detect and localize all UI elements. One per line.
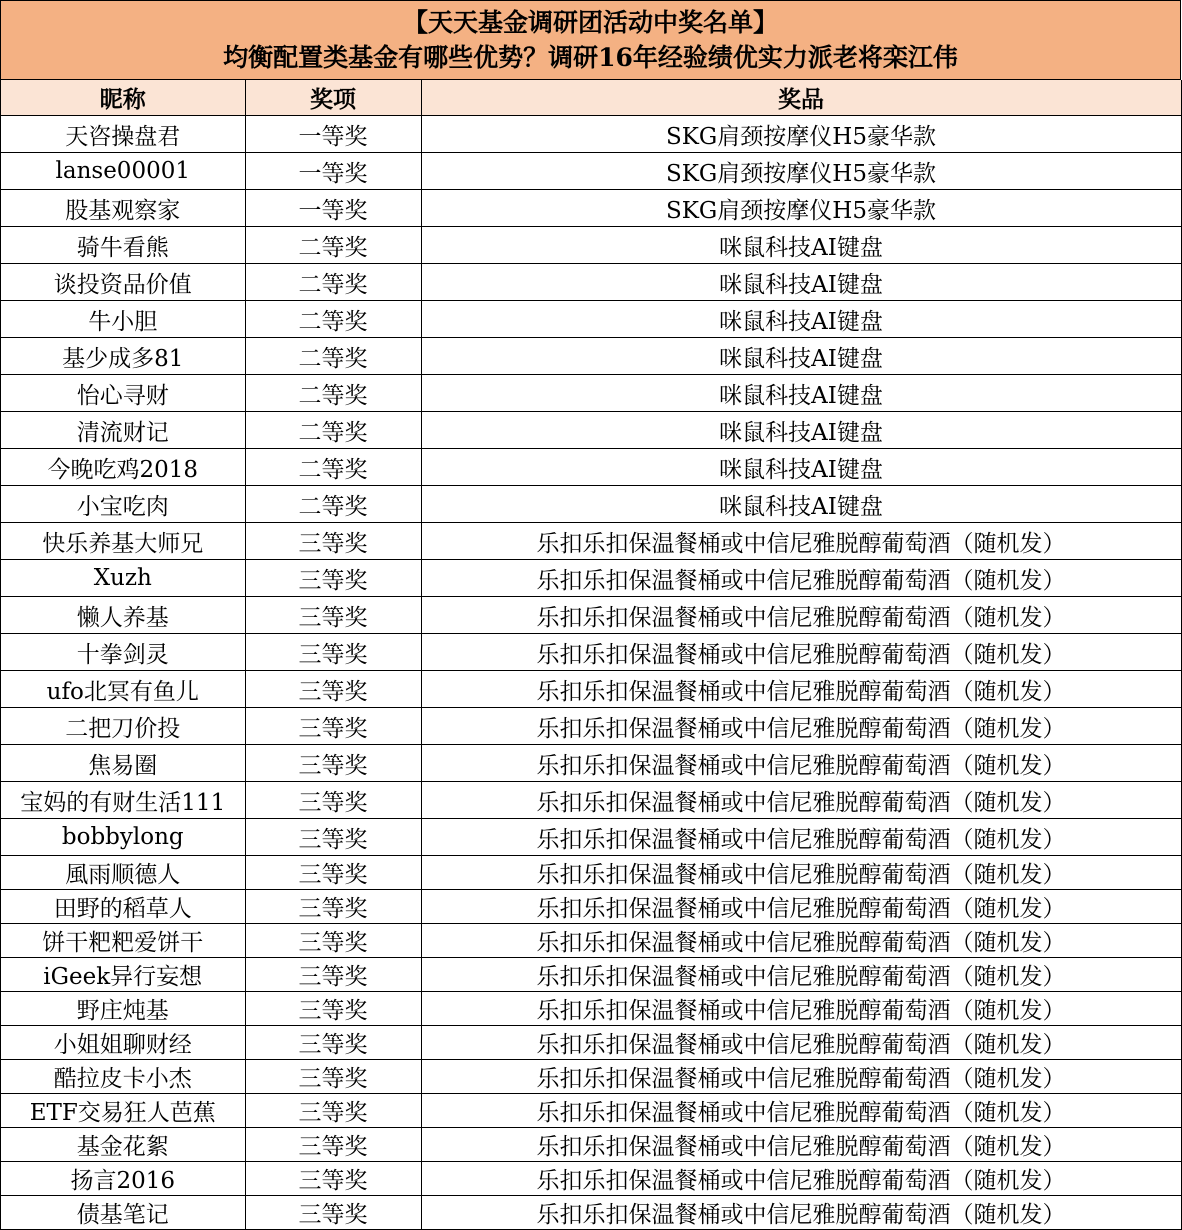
award-cell: 二等奖 [245,375,421,412]
prize-cell: 咪鼠科技AI键盘 [421,338,1181,375]
table-row [1,1162,1181,1196]
nickname-cell: 焦易圈 [1,745,245,782]
nickname-cell: 股基观察家 [1,190,245,227]
nickname-cell: 天咨操盘君 [1,116,245,153]
award-cell: 二等奖 [245,264,421,301]
nickname-cell: 小姐姐聊财经 [1,1026,245,1060]
prize-cell: SKG肩颈按摩仪H5豪华款 [421,116,1181,153]
award-cell: 三等奖 [245,560,421,597]
table-row [1,1094,1181,1128]
nickname-cell: 二把刀价投 [1,708,245,745]
table-row [1,301,1181,338]
award-cell: 一等奖 [245,190,421,227]
nickname-cell: 快乐养基大师兄 [1,523,245,560]
nickname-cell: 野庄炖基 [1,992,245,1026]
table-row [1,153,1181,190]
table-row [1,449,1181,486]
table-row [1,1196,1181,1230]
title-line-2: 均衡配置类基金有哪些优势？调研16年经验绩优实力派老将栾江伟 [223,43,958,72]
table-row [1,1060,1181,1094]
prize-cell: 咪鼠科技AI键盘 [421,264,1181,301]
table-row [1,486,1181,523]
prize-cell: 乐扣乐扣保温餐桶或中信尼雅脱醇葡萄酒（随机发） [421,890,1181,924]
award-cell: 三等奖 [245,1162,421,1196]
table-row [1,116,1181,153]
nickname-cell: 扬言2016 [1,1162,245,1196]
nickname-cell: 十拳剑灵 [1,634,245,671]
award-cell: 三等奖 [245,708,421,745]
table-row [1,597,1181,634]
award-cell: 二等奖 [245,338,421,375]
prize-cell: 咪鼠科技AI键盘 [421,375,1181,412]
prize-cell: 乐扣乐扣保温餐桶或中信尼雅脱醇葡萄酒（随机发） [421,992,1181,1026]
award-cell: 三等奖 [245,992,421,1026]
prize-cell: 乐扣乐扣保温餐桶或中信尼雅脱醇葡萄酒（随机发） [421,819,1181,856]
winners-table [1,80,1182,1230]
prize-cell: 乐扣乐扣保温餐桶或中信尼雅脱醇葡萄酒（随机发） [421,1196,1181,1230]
prize-cell: 咪鼠科技AI键盘 [421,449,1181,486]
table-row [1,782,1181,819]
nickname-cell: 债基笔记 [1,1196,245,1230]
nickname-cell: 牛小胆 [1,301,245,338]
nickname-cell: 怡心寻财 [1,375,245,412]
prize-cell: 乐扣乐扣保温餐桶或中信尼雅脱醇葡萄酒（随机发） [421,1060,1181,1094]
award-cell: 三等奖 [245,819,421,856]
table-row [1,1128,1181,1162]
table-row [1,890,1181,924]
header-award: 奖项 [245,80,421,116]
award-cell: 三等奖 [245,1060,421,1094]
award-cell: 三等奖 [245,597,421,634]
prize-cell: 乐扣乐扣保温餐桶或中信尼雅脱醇葡萄酒（随机发） [421,560,1181,597]
table-row [1,338,1181,375]
title-line-1: 【天天基金调研团活动中奖名单】 [402,8,778,37]
prize-cell: 乐扣乐扣保温餐桶或中信尼雅脱醇葡萄酒（随机发） [421,1162,1181,1196]
prize-cell: 乐扣乐扣保温餐桶或中信尼雅脱醇葡萄酒（随机发） [421,597,1181,634]
table-body [1,116,1181,1230]
prize-cell: 咪鼠科技AI键盘 [421,227,1181,264]
award-cell: 二等奖 [245,301,421,338]
table-row [1,958,1181,992]
award-cell: 三等奖 [245,1026,421,1060]
prize-cell: 乐扣乐扣保温餐桶或中信尼雅脱醇葡萄酒（随机发） [421,671,1181,708]
prize-cell: 咪鼠科技AI键盘 [421,301,1181,338]
table-row [1,264,1181,301]
award-cell: 一等奖 [245,116,421,153]
table-row [1,375,1181,412]
nickname-cell: 清流财记 [1,412,245,449]
nickname-cell: iGeek异行妄想 [1,958,245,992]
nickname-cell: 酷拉皮卡小杰 [1,1060,245,1094]
prize-cell: SKG肩颈按摩仪H5豪华款 [421,190,1181,227]
award-cell: 二等奖 [245,449,421,486]
table-row [1,523,1181,560]
award-cell: 三等奖 [245,1128,421,1162]
nickname-cell: 今晚吃鸡2018 [1,449,245,486]
award-cell: 三等奖 [245,958,421,992]
nickname-cell: 基金花絮 [1,1128,245,1162]
award-cell: 三等奖 [245,924,421,958]
prize-cell: 乐扣乐扣保温餐桶或中信尼雅脱醇葡萄酒（随机发） [421,924,1181,958]
prize-cell: 乐扣乐扣保温餐桶或中信尼雅脱醇葡萄酒（随机发） [421,1094,1181,1128]
nickname-cell: 懒人养基 [1,597,245,634]
table-row [1,1026,1181,1060]
header-prize: 奖品 [421,80,1181,116]
award-cell: 一等奖 [245,153,421,190]
award-cell: 三等奖 [245,634,421,671]
prize-cell: 咪鼠科技AI键盘 [421,412,1181,449]
table-row [1,227,1181,264]
nickname-cell: 饼干粑粑爱饼干 [1,924,245,958]
nickname-cell: lanse00001 [1,153,245,190]
award-cell: 三等奖 [245,1196,421,1230]
prize-cell: 乐扣乐扣保温餐桶或中信尼雅脱醇葡萄酒（随机发） [421,745,1181,782]
nickname-cell: 宝妈的有财生活111 [1,782,245,819]
nickname-cell: 基少成多81 [1,338,245,375]
award-cell: 二等奖 [245,412,421,449]
table-row [1,992,1181,1026]
prize-cell: 乐扣乐扣保温餐桶或中信尼雅脱醇葡萄酒（随机发） [421,1128,1181,1162]
nickname-cell: 谈投资品价值 [1,264,245,301]
award-cell: 三等奖 [245,745,421,782]
prize-cell: 乐扣乐扣保温餐桶或中信尼雅脱醇葡萄酒（随机发） [421,958,1181,992]
table-row [1,924,1181,958]
nickname-cell: 小宝吃肉 [1,486,245,523]
nickname-cell: 骑牛看熊 [1,227,245,264]
prize-cell: 乐扣乐扣保温餐桶或中信尼雅脱醇葡萄酒（随机发） [421,856,1181,890]
nickname-cell: 田野的稻草人 [1,890,245,924]
table-row [1,634,1181,671]
prize-cell: 乐扣乐扣保温餐桶或中信尼雅脱醇葡萄酒（随机发） [421,1026,1181,1060]
table-row [1,190,1181,227]
award-cell: 三等奖 [245,671,421,708]
award-cell: 三等奖 [245,890,421,924]
header-row [1,80,1181,116]
award-cell: 二等奖 [245,227,421,264]
prize-cell: 乐扣乐扣保温餐桶或中信尼雅脱醇葡萄酒（随机发） [421,708,1181,745]
table-row [1,708,1181,745]
nickname-cell: 風雨顺德人 [1,856,245,890]
prize-cell: SKG肩颈按摩仪H5豪华款 [421,153,1181,190]
table-row [1,671,1181,708]
award-cell: 三等奖 [245,856,421,890]
nickname-cell: Xuzh [1,560,245,597]
prize-cell: 乐扣乐扣保温餐桶或中信尼雅脱醇葡萄酒（随机发） [421,782,1181,819]
prize-cell: 乐扣乐扣保温餐桶或中信尼雅脱醇葡萄酒（随机发） [421,634,1181,671]
nickname-cell: ETF交易狂人芭蕉 [1,1094,245,1128]
table-row [1,745,1181,782]
award-cell: 三等奖 [245,1094,421,1128]
nickname-cell: ufo北冥有鱼儿 [1,671,245,708]
table-row [1,412,1181,449]
table-row [1,819,1181,856]
title-block [1,1,1181,80]
prize-cell: 乐扣乐扣保温餐桶或中信尼雅脱醇葡萄酒（随机发） [421,523,1181,560]
table-row [1,856,1181,890]
nickname-cell: bobbylong [1,819,245,856]
table-row [1,560,1181,597]
prize-cell: 咪鼠科技AI键盘 [421,486,1181,523]
award-cell: 二等奖 [245,486,421,523]
award-cell: 三等奖 [245,782,421,819]
header-nickname: 昵称 [1,80,245,116]
award-cell: 三等奖 [245,523,421,560]
